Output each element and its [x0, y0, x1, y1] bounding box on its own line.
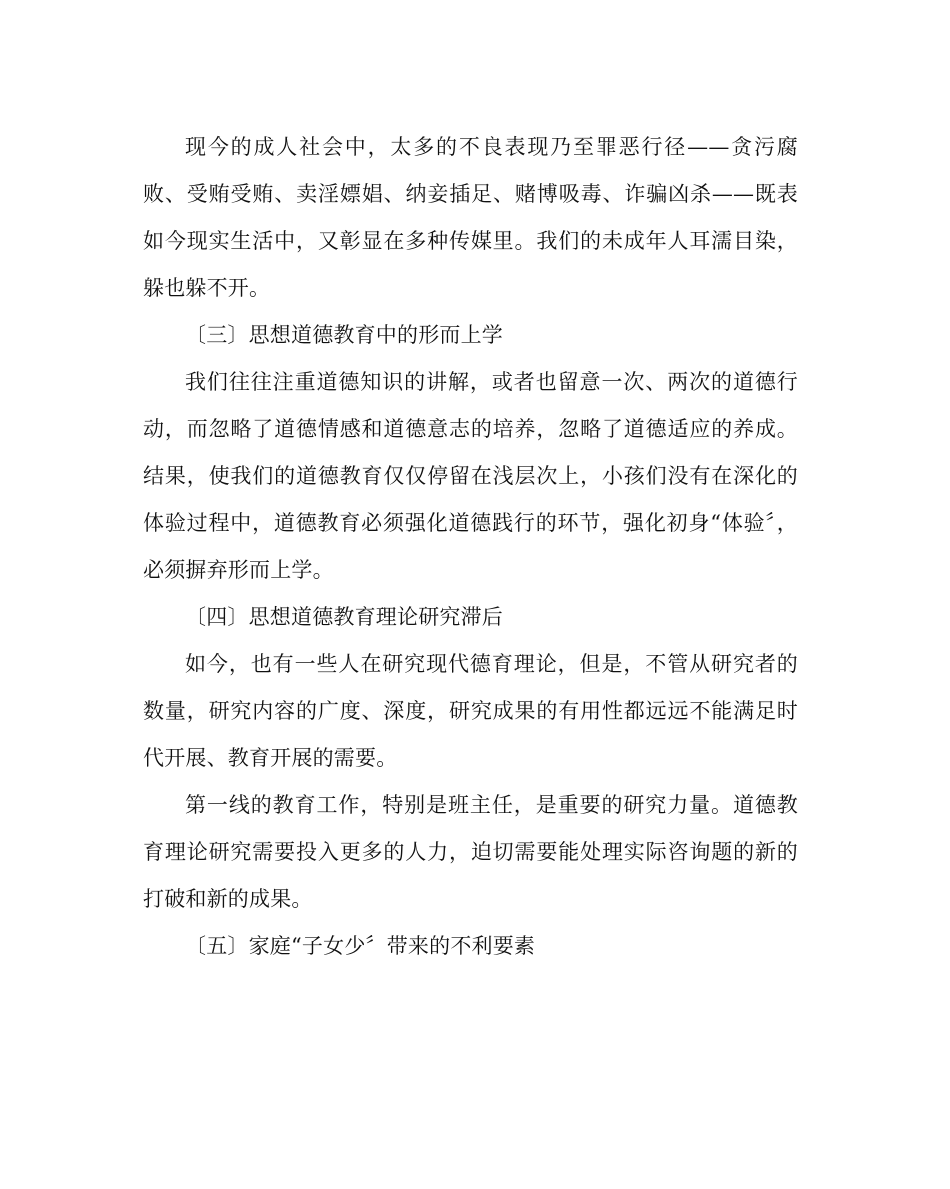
section-heading-four: 〔四〕思想道德教育理论研究滞后	[185, 605, 503, 629]
section-heading-five: 〔五〕家庭“子女少〞带来的不利要素	[185, 934, 536, 958]
paragraph-theory-research: 如今，也有一些人在研究现代德育理论，但是，不管从研究者的数量，研究内容的广度、深度，研究成果的有用性都远远不能满足时代开展、教育开展的需要。	[143, 652, 798, 770]
paragraph-metaphysics: 我们往往注重道德知识的讲解，或者也留意一次、两次的道德行动，而忽略了道德情感和道德意志的培养，忽略了道德适应的养成。结果，使我们的道德教育仅仅停留在浅层次上，小孩们没有在深化的体验过程中，道德教育必须强化道德践行的环节，强化初身“体验〞，必须摒弃形而上学。	[143, 370, 798, 582]
document-body	[143, 124, 798, 970]
paragraph-frontline-teachers: 第一线的教育工作，特别是班主任，是重要的研究力量。道德教育理论研究需要投入更多的人力，迫切需要能处理实际咨询题的新的打破和新的成果。	[143, 793, 798, 911]
section-heading-three: 〔三〕思想道德教育中的形而上学	[185, 323, 503, 347]
paragraph-social-problems: 现今的成人社会中，太多的不良表现乃至罪恶行径——贪污腐败、受贿受贿、卖淫嫖娼、纳妾插足、赌博吸毒、诈骗凶杀——既表如今现实生活中，又彰显在多种传媒里。我们的未成年人耳濡目染，躲也躲不开。	[143, 135, 798, 300]
